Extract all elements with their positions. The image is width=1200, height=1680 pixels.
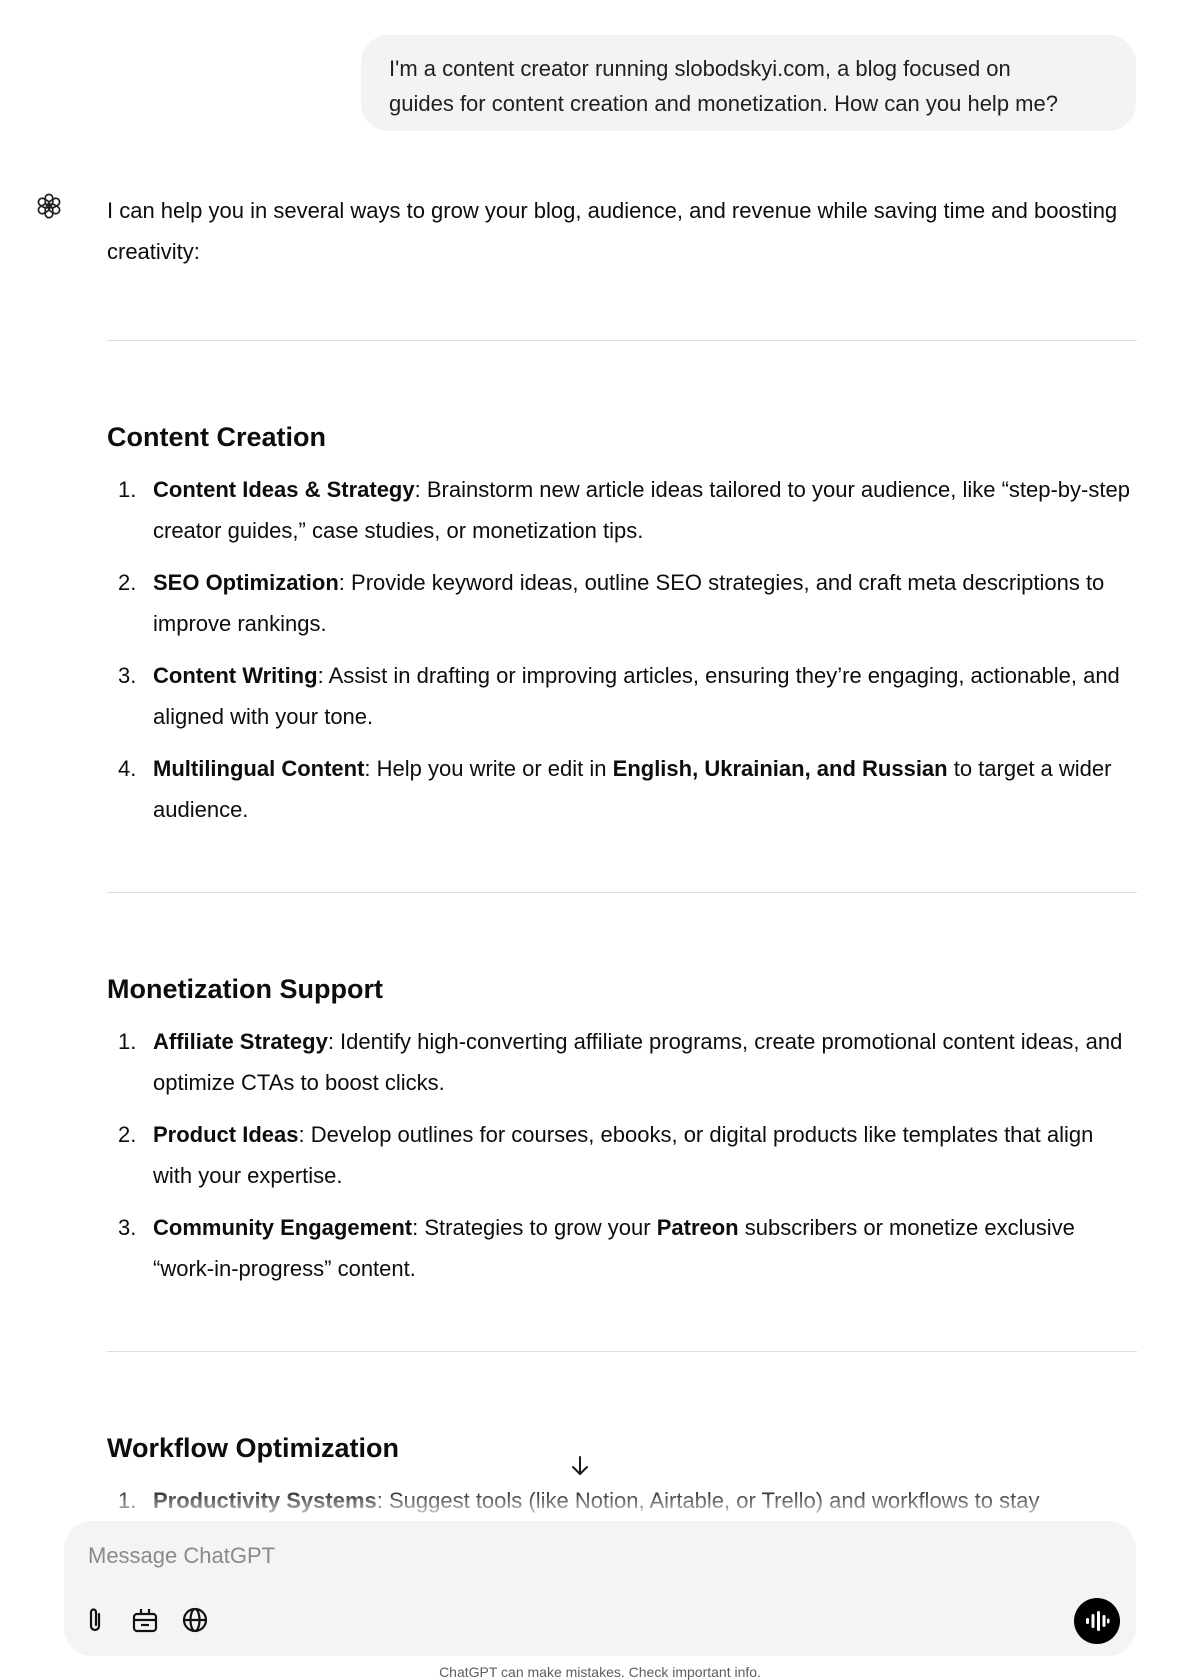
voice-mode-button[interactable] [1074, 1598, 1120, 1644]
list-number: 1. [118, 477, 137, 502]
user-message-line: guides for content creation and monetization. How can you help me? [389, 91, 1058, 116]
list-number: 3. [118, 1215, 137, 1240]
section-title-content-creation: Content Creation [107, 422, 326, 452]
web-search-button[interactable] [178, 1603, 212, 1637]
list-item-heading: Community Engagement [153, 1215, 413, 1240]
workflow-list [107, 1480, 1137, 1521]
voice-mode-icon [1084, 1610, 1110, 1632]
user-message-line: I'm a content creator running slobodskyi.com, a blog focused on [389, 56, 1011, 81]
assistant-message [107, 190, 1137, 1532]
section-divider [107, 340, 1137, 341]
message-composer [64, 1521, 1136, 1656]
monetization-list [107, 1021, 1137, 1289]
list-item-heading: Content Ideas & Strategy [153, 477, 415, 502]
list-item [107, 1207, 1137, 1289]
list-item [107, 748, 1137, 830]
list-item [107, 1480, 1137, 1521]
section-divider [107, 1351, 1137, 1352]
list-number: 2. [118, 570, 137, 595]
scroll-to-bottom-button[interactable] [567, 1453, 593, 1479]
list-item-text: : Identify high-converting affiliate programs, create promotional content ideas, and optimize CTAs to boost clicks. [153, 1029, 1123, 1095]
tools-button[interactable] [128, 1603, 162, 1637]
list-item [107, 1114, 1137, 1196]
section-title-monetization-support: Monetization Support [107, 974, 383, 1004]
list-item-text: : Provide keyword ideas, outline SEO strategies, and craft meta descriptions to improve rankings. [153, 570, 1105, 636]
list-item-text: : Suggest tools (like Notion, Airtable, or Trello) and workflows to stay [376, 1488, 1040, 1513]
list-item-inline-bold: English, Ukrainian, and Russian [612, 756, 948, 781]
paperclip-icon [83, 1606, 107, 1634]
list-item-heading: Product Ideas [153, 1122, 299, 1147]
openai-logo-icon [35, 192, 63, 220]
list-item-text: : Strategies to grow your [412, 1215, 657, 1240]
list-item-text: : Develop outlines for courses, ebooks, or digital products like templates that align with your expertise. [153, 1122, 1094, 1188]
list-item [107, 469, 1137, 551]
list-item-heading: Multilingual Content [153, 756, 365, 781]
section-divider [107, 892, 1137, 893]
list-number: 3. [118, 663, 137, 688]
list-number: 1. [118, 1029, 137, 1054]
globe-icon [181, 1606, 209, 1634]
disclaimer-text: ChatGPT can make mistakes. Check important info. [439, 1664, 761, 1680]
list-item-text: : Brainstorm new article ideas tailored to your audience, like “step-by-step creator guides,” case studies, or monetization tips. [153, 477, 1130, 543]
list-item [107, 562, 1137, 644]
list-number: 2. [118, 1122, 137, 1147]
list-item-text: : Assist in drafting or improving articles, ensuring they’re engaging, actionable, and aligned with your tone. [153, 663, 1120, 729]
section-title-workflow-optimization: Workflow Optimization [107, 1433, 399, 1463]
list-item-heading: Affiliate Strategy [153, 1029, 328, 1054]
list-item [107, 655, 1137, 737]
list-item-heading: Productivity Systems [153, 1488, 377, 1513]
message-input[interactable] [86, 1539, 990, 1573]
list-item-heading: Content Writing [153, 663, 318, 688]
list-item [107, 1021, 1137, 1103]
list-item-inline-bold: Patreon [656, 1215, 739, 1240]
list-number: 4. [118, 756, 137, 781]
list-item-heading: SEO Optimization [153, 570, 339, 595]
assistant-intro: I can help you in several ways to grow your blog, audience, and revenue while saving time and boosting creativity: [107, 198, 1118, 264]
list-number: 1. [118, 1488, 137, 1513]
attach-button[interactable] [78, 1603, 112, 1637]
arrow-down-icon [570, 1455, 590, 1477]
user-message-bubble [361, 35, 1136, 131]
list-item-text: : Help you write or edit in [364, 756, 613, 781]
content-creation-list [107, 469, 1137, 830]
tools-icon [131, 1606, 159, 1634]
list-item-text: to target a wider audience. [153, 756, 1112, 822]
list-item-text: subscribers or monetize exclusive “work-in-progress” content. [153, 1215, 1075, 1281]
